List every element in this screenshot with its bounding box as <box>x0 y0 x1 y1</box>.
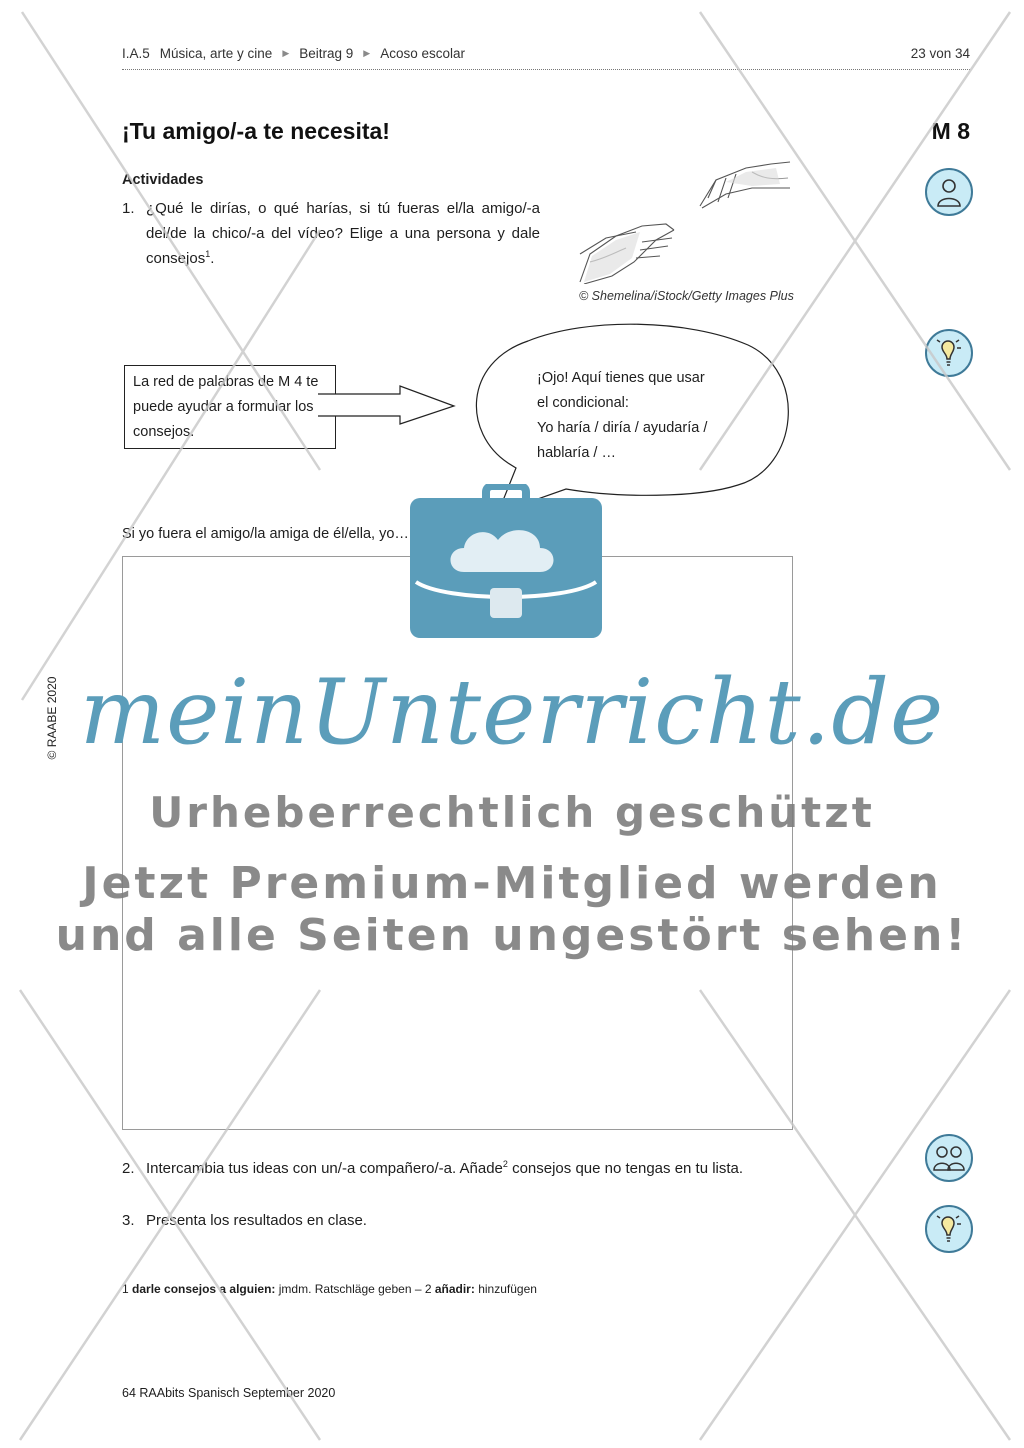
task-number: 3. <box>122 1212 135 1229</box>
task-3 <box>122 1212 367 1229</box>
speech-bubble-text <box>537 366 757 466</box>
bubble-line: Yo haría / diría / ayudaría / <box>537 420 708 436</box>
answer-prompt: Si yo fuera el amigo/la amiga de él/ella, yo… <box>122 526 409 542</box>
lightbulb-icon <box>925 329 973 377</box>
breadcrumb-topic: Música, arte y cine <box>159 46 273 61</box>
watermark-line: Urheberrechtlich geschützt <box>149 788 875 837</box>
task-number: 1. <box>122 200 135 217</box>
bubble-line: el condicional: <box>537 395 629 411</box>
hint-box: La red de palabras de M 4 te puede ayudar a formular los consejos. <box>124 365 336 449</box>
footnote-ref: 2 <box>502 1159 508 1169</box>
task-text: ¿Qué le dirías, o qué harías, si tú fueras el/la amigo/-a del/de la chico/-a del vídeo? Elige a una persona y dale consejos$^1$. <box>146 200 540 267</box>
individual-work-icon <box>925 168 973 216</box>
page-footer: 64 RAAbits Spanisch September 2020 <box>122 1386 336 1400</box>
watermark-line: Jetzt Premium-Mitglied werden <box>82 858 942 909</box>
image-credit: © Shemelina/iStock/Getty Images Plus <box>579 289 794 303</box>
bubble-line: ¡Ojo! Aquí tienes que usar <box>537 370 705 386</box>
lightbulb-icon <box>925 1205 973 1253</box>
header-divider <box>122 69 970 70</box>
page-number: 23 von 34 <box>910 46 970 61</box>
bubble-line: hablaría / … <box>537 445 616 461</box>
hands-illustration <box>576 158 796 284</box>
breadcrumb-subtopic: Acoso escolar <box>380 46 465 61</box>
watermark-brand: meinUnterricht.de <box>79 660 945 765</box>
activities-heading: Actividades <box>122 172 204 188</box>
copyright: © RAABE 2020 <box>45 676 59 760</box>
material-code: M 8 <box>931 118 970 144</box>
breadcrumb <box>122 46 465 61</box>
task-2 <box>122 1160 743 1177</box>
task-text: Intercambia tus ideas con un/-a compañero/-a. Añade$^2$ consejos que no tengas en tu lista. <box>146 1159 744 1177</box>
briefcase-cloud-logo <box>406 484 606 644</box>
page-title: ¡Tu amigo/-a te necesita! <box>122 118 390 144</box>
task-text: Presenta los resultados en clase. <box>146 1212 367 1229</box>
footnotes: 1 darle consejos a alguien: jmdm. Ratschläge geben – 2 añadir: hinzufügen <box>122 1282 537 1296</box>
pair-work-icon <box>925 1134 973 1182</box>
page-header <box>122 46 970 68</box>
task-number: 2. <box>122 1160 135 1177</box>
triangle-right-icon: ▶ <box>282 48 290 58</box>
arrow-right-icon <box>318 376 458 456</box>
breadcrumb-article: Beitrag 9 <box>299 46 354 61</box>
task-1 <box>122 196 540 271</box>
footnote-ref: 1 <box>205 249 211 259</box>
breadcrumb-section: I.A.5 <box>122 46 150 61</box>
triangle-right-icon: ▶ <box>363 48 371 58</box>
watermark-line: und alle Seiten ungestört sehen! <box>55 910 969 961</box>
